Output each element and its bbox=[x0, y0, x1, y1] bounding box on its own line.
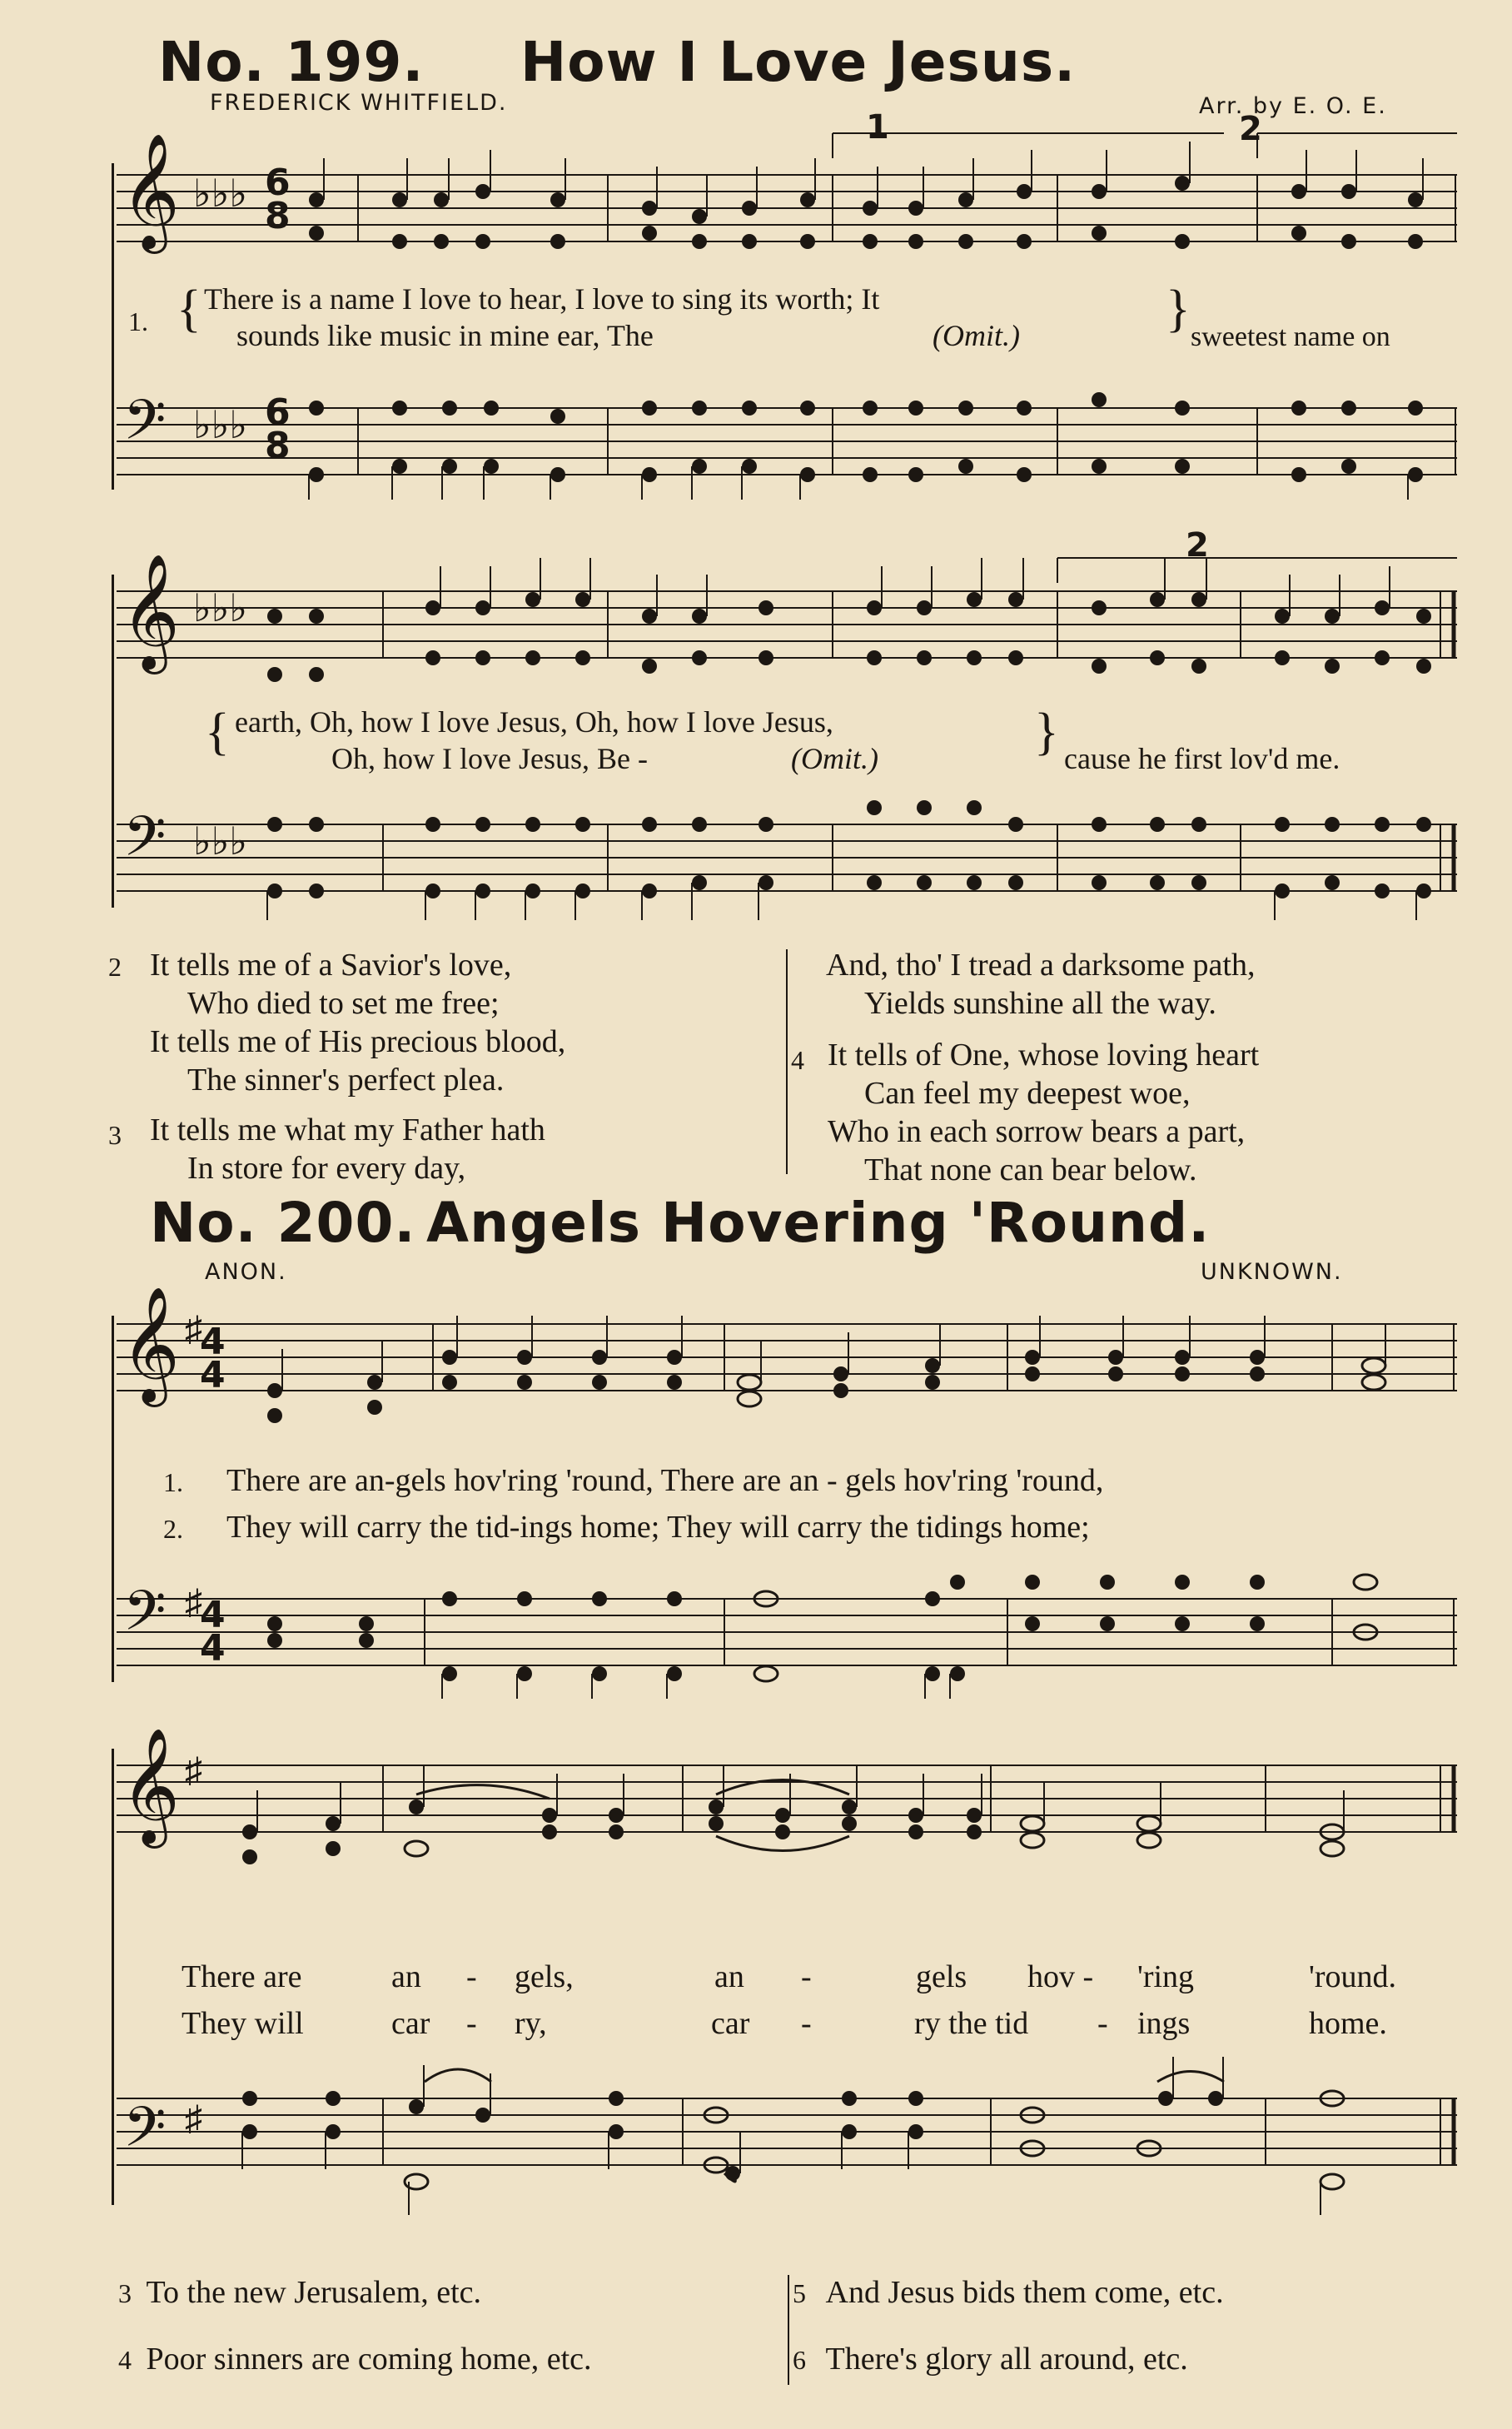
hymn-200-author: ANON. bbox=[205, 1259, 287, 1285]
key-flats-199-b-bass: ♭♭♭ bbox=[193, 820, 248, 863]
time-signature-200-a-bass: 4 4 bbox=[200, 1594, 226, 1670]
refrain-line-1: There are an - gels, an - gels hov - 'ring 'round. bbox=[182, 1959, 1397, 1994]
second-ending-label: 2 bbox=[1239, 110, 1262, 148]
key-flats-199-a-bass: ♭♭♭ bbox=[193, 404, 248, 446]
key-flats-199-a: ♭♭♭ bbox=[193, 172, 248, 215]
bass-clef-icon: 𝄢 bbox=[123, 1582, 167, 1655]
key-sharp-200-a: ♯ bbox=[185, 1311, 202, 1349]
lyric-brace-open-2: { bbox=[205, 704, 230, 760]
hymn-199-arranger: Arr. by E. O. E. bbox=[1199, 93, 1387, 119]
second-ending-label-b: 2 bbox=[1186, 526, 1209, 565]
lyrics-200-line1: There are an-gels hov'ring 'round, There are an - gels hov'ring 'round, bbox=[226, 1463, 1104, 1498]
lyrics-199-line2b: Oh, how I love Jesus, Be - bbox=[331, 742, 648, 775]
hymn-199-number: No. 199. bbox=[158, 30, 425, 94]
key-sharp-200-b-bass: ♯ bbox=[185, 2100, 202, 2138]
verse-200-5: 5 And Jesus bids them come, etc. bbox=[793, 2275, 1224, 2310]
bass-staff-200-b bbox=[117, 2065, 1457, 2215]
system-brace-200-b bbox=[112, 1749, 114, 2205]
treble-clef-icon: 𝄞 bbox=[121, 1730, 180, 1841]
bass-clef-icon: 𝄢 bbox=[123, 391, 167, 465]
time-signature-199-a-bass: 6 8 bbox=[265, 391, 291, 467]
treble-clef-icon: 𝄞 bbox=[121, 556, 180, 667]
hymn-200-title: Angels Hovering 'Round. bbox=[426, 1191, 1211, 1255]
verse-199-3-cont: And, tho' I tread a darksome path, Yields sunshine all the way. bbox=[826, 948, 1256, 1021]
refrain-line-2: They will car - ry, car - ry the tid - ings home. bbox=[182, 2006, 1387, 2041]
verse-199-4: 4 It tells of One, whose loving heart Can feel my deepest woe, Who in each sorrow bears a part, That none can bear below. bbox=[791, 1038, 1260, 1187]
key-flats-199-b: ♭♭♭ bbox=[193, 587, 248, 630]
lyrics-199-line2a: earth, Oh, how I love Jesus, Oh, how I love Jesus, bbox=[235, 705, 833, 739]
hymn-199-author: FREDERICK WHITFIELD. bbox=[210, 90, 508, 116]
key-sharp-200-b: ♯ bbox=[185, 1752, 202, 1790]
lyrics-199-line1c: sweetest name on bbox=[1191, 321, 1390, 352]
bass-staff-199-a bbox=[117, 391, 1457, 500]
lyrics-200-line2: They will carry the tid-ings home; They will carry the tidings home; bbox=[226, 1510, 1090, 1545]
bass-staff-200-a bbox=[117, 1582, 1457, 1699]
lyric-brace-close-2: } bbox=[1034, 704, 1059, 760]
time-signature-199-a: 6 8 bbox=[265, 162, 291, 237]
system-brace-199-a bbox=[112, 163, 114, 490]
treble-staff-200-b bbox=[117, 1749, 1457, 1874]
verse-label-1: 1. bbox=[128, 306, 148, 336]
omit-marker-1: (Omit.) bbox=[933, 319, 1020, 352]
key-sharp-200-a-bass: ♯ bbox=[185, 1584, 202, 1622]
first-ending-label: 1 bbox=[866, 108, 889, 147]
time-signature-200-a: 4 4 bbox=[200, 1321, 226, 1396]
treble-staff-199-b bbox=[117, 575, 1457, 683]
bass-clef-icon: 𝄢 bbox=[123, 808, 167, 881]
lyric-brace-open: { bbox=[177, 281, 201, 337]
verse-199-3: 3 It tells me what my Father hath In store for every day, bbox=[108, 1112, 545, 1186]
hymn-200-composer: UNKNOWN. bbox=[1201, 1259, 1343, 1285]
bass-clef-icon: 𝄢 bbox=[123, 2098, 167, 2172]
lyrics-199-line1a: There is a name I love to hear, I love to sing its worth; It bbox=[204, 282, 880, 316]
verse-divider-200 bbox=[788, 2275, 789, 2385]
verse-label-200-1: 1. bbox=[163, 1467, 183, 1497]
system-brace-199-b bbox=[112, 575, 114, 908]
system-brace-200-a bbox=[112, 1316, 114, 1682]
verse-199-2: 2 It tells me of a Savior's love, Who died to set me free; It tells me of His precious blood, The sinner's perfect plea. bbox=[108, 948, 566, 1098]
verse-divider-199 bbox=[786, 949, 788, 1174]
lyric-brace-close: } bbox=[1166, 281, 1191, 337]
hymn-199-title: How I Love Jesus. bbox=[520, 30, 1077, 94]
treble-clef-icon: 𝄞 bbox=[121, 136, 180, 246]
verse-200-6: 6 There's glory all around, etc. bbox=[793, 2342, 1188, 2377]
hymn-200-number: No. 200. bbox=[150, 1191, 416, 1255]
lyrics-199-line1b: sounds like music in mine ear, The bbox=[236, 319, 654, 352]
treble-staff-200-a bbox=[117, 1307, 1457, 1432]
treble-clef-icon: 𝄞 bbox=[121, 1289, 180, 1400]
verse-200-3: 3 To the new Jerusalem, etc. bbox=[118, 2275, 482, 2310]
omit-marker-2: (Omit.) bbox=[791, 742, 878, 775]
bass-staff-199-b bbox=[117, 808, 1457, 924]
verse-label-200-2: 2. bbox=[163, 1514, 183, 1544]
verse-200-4: 4 Poor sinners are coming home, etc. bbox=[118, 2342, 592, 2377]
lyrics-199-line2c: cause he first lov'd me. bbox=[1064, 742, 1340, 775]
treble-staff-199-a bbox=[117, 158, 1457, 258]
